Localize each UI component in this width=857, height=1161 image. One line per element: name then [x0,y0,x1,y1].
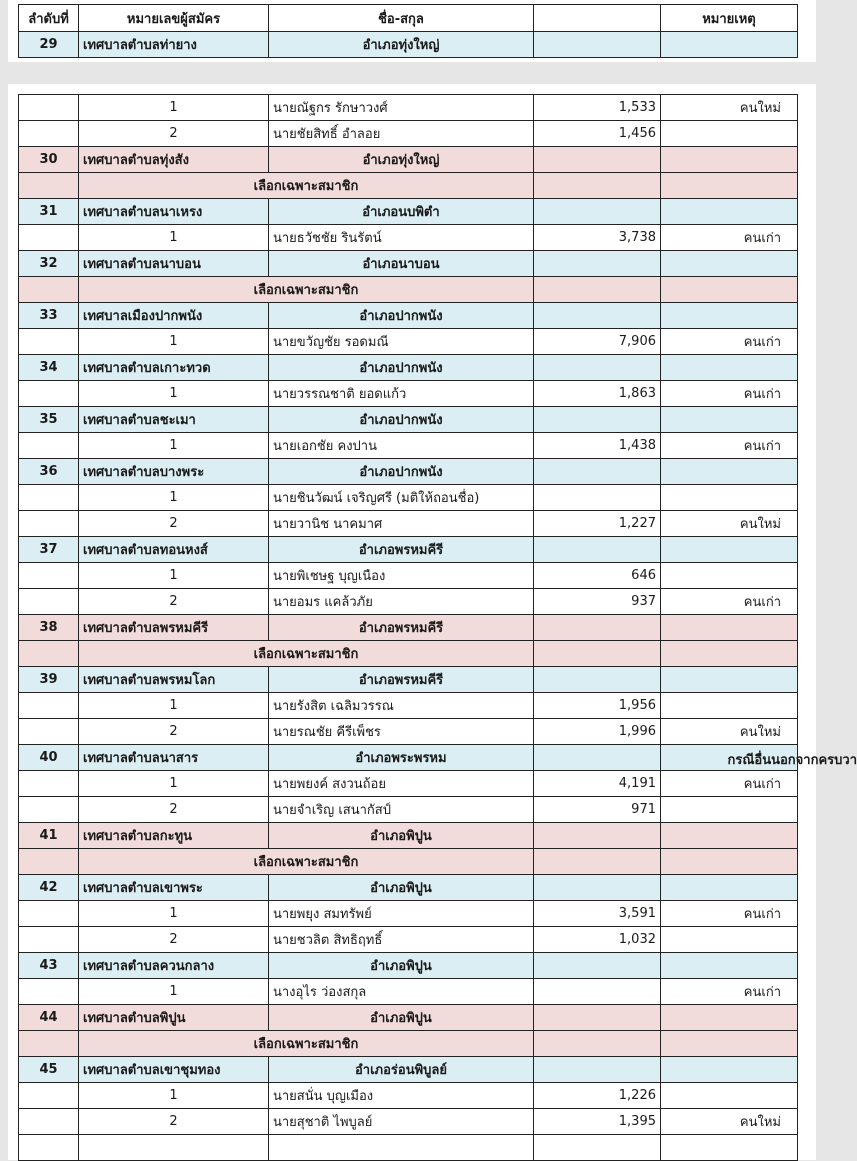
org-row [19,251,798,277]
district-name: อำเภอพิปูน [269,953,534,979]
empty-cell [19,277,79,303]
candidate-name: นายพยงค์ สงวนถ้อย [269,771,534,797]
results-sheet [8,84,816,1160]
empty-cell [534,459,661,485]
vote-count: 971 [534,797,661,823]
note: คนใหม่ [661,1109,798,1135]
empty-cell [19,95,79,121]
members-only-row [19,641,798,667]
candidate-name: นายวานิช นาคมาศ [269,511,534,537]
org-number: 45 [19,1057,79,1083]
candidate-number: 1 [79,979,269,1005]
empty-cell [534,641,661,667]
org-name: เทศบาลเมืองปากพนัง [79,303,269,329]
note [661,693,798,719]
empty-cell [534,251,661,277]
vote-count: 1,996 [534,719,661,745]
vote-count [534,485,661,511]
org-number: 30 [19,147,79,173]
candidate-row [19,563,798,589]
org-name: เทศบาลตำบลนาบอน [79,251,269,277]
candidate-number: 1 [79,485,269,511]
candidate-row [19,225,798,251]
org-number: 32 [19,251,79,277]
org-row [19,953,798,979]
vote-count: 1,438 [534,433,661,459]
candidate-name: นายอมร แคล้วภัย [269,589,534,615]
candidate-row [19,589,798,615]
empty-cell [19,589,79,615]
candidate-name: นายชวลิต สิทธิฤทธิ์ [269,927,534,953]
org-name: เทศบาลตำบลเกาะทวด [79,355,269,381]
empty-cell [19,1109,79,1135]
candidate-row [19,1109,798,1135]
org-number: 33 [19,303,79,329]
empty-cell [661,823,798,849]
candidate-name: นายพิเชษฐ บุญเนือง [269,563,534,589]
col-votes-header [534,5,661,32]
members-only-label: เลือกเฉพาะสมาชิก [79,277,534,303]
district-name: อำเภอปากพนัง [269,459,534,485]
candidate-name: นายจำเริญ เสนากัสป์ [269,797,534,823]
candidate-name: นายณัฐกร รักษาวงศ์ [269,95,534,121]
org-row [19,303,798,329]
org-name: เทศบาลตำบลควนกลาง [79,953,269,979]
candidate-row [19,771,798,797]
district-name: อำเภอทุ่งใหญ่ [269,32,534,58]
empty-cell [661,849,798,875]
district-name: อำเภอพรหมคีรี [269,667,534,693]
candidate-name: นายชัยสิทธิ์ อำลอย [269,121,534,147]
empty-cell [661,407,798,433]
candidate-row [19,95,798,121]
district-name: อำเภอพรหมคีรี [269,615,534,641]
org-row [19,667,798,693]
note [661,797,798,823]
empty-cell [19,121,79,147]
note [661,485,798,511]
empty-cell [534,199,661,225]
vote-count: 1,533 [534,95,661,121]
empty-cell [534,147,661,173]
candidate-row [19,719,798,745]
candidate-number: 1 [79,225,269,251]
org-row [19,147,798,173]
vote-count: 1,456 [534,121,661,147]
empty-cell [661,615,798,641]
empty-cell [534,32,661,58]
org-number: 42 [19,875,79,901]
candidate-row [19,433,798,459]
candidate-row [19,1135,798,1161]
org-number: 44 [19,1005,79,1031]
members-only-row [19,277,798,303]
candidate-number: 1 [79,771,269,797]
candidate-row [19,329,798,355]
header-table [18,4,798,58]
org-name: เทศบาลตำบลพรหมโลก [79,667,269,693]
district-name: อำเภอพิปูน [269,823,534,849]
empty-cell [19,901,79,927]
note: คนเก่า [661,979,798,1005]
candidate-number: 1 [79,901,269,927]
empty-cell [661,173,798,199]
empty-cell [661,875,798,901]
empty-cell [19,563,79,589]
district-name: อำเภอนาบอน [269,251,534,277]
empty-cell [534,823,661,849]
candidate-number: 1 [79,95,269,121]
note: คนเก่า [661,329,798,355]
empty-cell [19,719,79,745]
candidate-row [19,121,798,147]
org-name: เทศบาลตำบลบางพระ [79,459,269,485]
empty-cell [534,407,661,433]
note [661,745,798,771]
empty-cell [19,641,79,667]
empty-cell [661,1031,798,1057]
district-name: อำเภอพิปูน [269,875,534,901]
district-name: อำเภอปากพนัง [269,407,534,433]
empty-cell [19,329,79,355]
org-number: 34 [19,355,79,381]
org-row [19,745,798,771]
empty-cell [661,355,798,381]
top-org-row [19,32,798,58]
org-number: 29 [19,32,79,58]
org-name: เทศบาลตำบลชะเมา [79,407,269,433]
vote-count: 1,863 [534,381,661,407]
candidate-name [269,1135,534,1161]
org-name: เทศบาลตำบลพิปูน [79,1005,269,1031]
empty-cell [19,797,79,823]
vote-count: 1,227 [534,511,661,537]
empty-cell [534,745,661,771]
empty-cell [19,1135,79,1161]
note: คนเก่า [661,381,798,407]
candidate-row [19,381,798,407]
empty-cell [534,355,661,381]
org-number: 38 [19,615,79,641]
district-name: อำเภอนบพิตำ [269,199,534,225]
org-name: เทศบาลตำบลทุ่งสัง [79,147,269,173]
vote-count: 1,395 [534,1109,661,1135]
members-only-row [19,849,798,875]
empty-cell [534,173,661,199]
org-number: 40 [19,745,79,771]
empty-cell [661,667,798,693]
empty-cell [661,32,798,58]
empty-cell [661,537,798,563]
empty-cell [661,1057,798,1083]
candidate-number: 2 [79,927,269,953]
candidate-number: 2 [79,797,269,823]
header-sheet [8,0,816,62]
candidate-number: 1 [79,433,269,459]
empty-cell [19,1083,79,1109]
members-only-row [19,1031,798,1057]
org-name: เทศบาลตำบลทอนหงส์ [79,537,269,563]
candidate-number: 1 [79,563,269,589]
candidate-name: นายวรรณชาติ ยอดแก้ว [269,381,534,407]
candidate-name: นายพยุง สมทรัพย์ [269,901,534,927]
note [661,1083,798,1109]
org-row [19,1057,798,1083]
district-name: อำเภอพรหมคีรี [269,537,534,563]
empty-cell [19,927,79,953]
empty-cell [534,667,661,693]
empty-cell [661,1005,798,1031]
candidate-number: 1 [79,1083,269,1109]
empty-cell [534,1057,661,1083]
district-name: อำเภอร่อนพิบูลย์ [269,1057,534,1083]
empty-cell [19,225,79,251]
candidate-number: 1 [79,329,269,355]
empty-cell [19,771,79,797]
note: คนเก่า [661,225,798,251]
vote-count: 937 [534,589,661,615]
empty-cell [19,173,79,199]
col-name-header: ชื่อ-สกุล [269,5,534,32]
empty-cell [19,849,79,875]
note [661,927,798,953]
empty-cell [661,199,798,225]
vote-count: 7,906 [534,329,661,355]
vote-count [534,979,661,1005]
candidate-row [19,901,798,927]
candidate-row [19,1083,798,1109]
org-row [19,875,798,901]
org-number: 43 [19,953,79,979]
vote-count: 646 [534,563,661,589]
note: คนเก่า [661,901,798,927]
empty-cell [661,147,798,173]
empty-cell [661,303,798,329]
org-name: เทศบาลตำบลกะทูน [79,823,269,849]
candidate-name: นางอุไร ว่องสกุล [269,979,534,1005]
col-applicant-header: หมายเลขผู้สมัคร [79,5,269,32]
note: คนเก่า [661,589,798,615]
note [661,121,798,147]
candidate-row [19,979,798,1005]
vote-count: 1,956 [534,693,661,719]
note: คนใหม่ [661,719,798,745]
org-number: 41 [19,823,79,849]
org-row [19,355,798,381]
empty-cell [534,303,661,329]
vote-count: 3,738 [534,225,661,251]
note: คนใหม่ [661,95,798,121]
members-only-row [19,173,798,199]
note: คนเก่า [661,771,798,797]
org-row [19,199,798,225]
members-only-label: เลือกเฉพาะสมาชิก [79,1031,534,1057]
empty-cell [534,875,661,901]
org-name: เทศบาลตำบลนาเหรง [79,199,269,225]
org-row [19,823,798,849]
candidate-name: นายรณชัย คีรีเพ็ชร [269,719,534,745]
candidate-row [19,485,798,511]
empty-cell [661,641,798,667]
candidate-row [19,693,798,719]
candidate-number: 2 [79,719,269,745]
empty-cell [661,459,798,485]
header-row [19,5,798,32]
empty-cell [661,953,798,979]
empty-cell [19,511,79,537]
empty-cell [534,1031,661,1057]
candidate-name: นายชินวัฒน์ เจริญศรี (มติให้ถอนชื่อ) [269,485,534,511]
members-only-label: เลือกเฉพาะสมาชิก [79,641,534,667]
candidate-number: 2 [79,589,269,615]
candidate-number: 1 [79,693,269,719]
vote-count: 3,591 [534,901,661,927]
results-table [18,94,798,1161]
org-name: เทศบาลตำบลพรหมคีรี [79,615,269,641]
org-number: 31 [19,199,79,225]
candidate-name: นายรังสิต เฉลิมวรรณ [269,693,534,719]
candidate-name: นายสุชาติ ไพบูลย์ [269,1109,534,1135]
candidate-number: 2 [79,511,269,537]
empty-cell [661,277,798,303]
candidate-row [19,797,798,823]
note-text: กรณีอื่นนอกจากครบวา [728,749,857,770]
district-name: อำเภอปากพนัง [269,303,534,329]
org-row [19,407,798,433]
candidate-number: 2 [79,1109,269,1135]
vote-count [534,1135,661,1161]
org-number: 35 [19,407,79,433]
org-row [19,615,798,641]
district-name: อำเภอทุ่งใหญ่ [269,147,534,173]
members-only-label: เลือกเฉพาะสมาชิก [79,849,534,875]
district-name: อำเภอพระพรหม [269,745,534,771]
empty-cell [534,277,661,303]
vote-count: 4,191 [534,771,661,797]
vote-count: 1,032 [534,927,661,953]
empty-cell [534,849,661,875]
org-row [19,1005,798,1031]
empty-cell [19,433,79,459]
empty-cell [19,693,79,719]
org-row [19,537,798,563]
org-name: เทศบาลตำบลเขาชุมทอง [79,1057,269,1083]
org-number: 39 [19,667,79,693]
candidate-number: 2 [79,121,269,147]
empty-cell [534,1005,661,1031]
org-name: เทศบาลตำบลท่ายาง [79,32,269,58]
empty-cell [534,537,661,563]
note: คนเก่า [661,433,798,459]
org-name: เทศบาลตำบลเขาพระ [79,875,269,901]
candidate-name: นายสนั่น บุญเมือง [269,1083,534,1109]
candidate-name: นายขวัญชัย รอดมณี [269,329,534,355]
candidate-number [79,1135,269,1161]
org-row [19,459,798,485]
org-number: 37 [19,537,79,563]
candidate-name: นายธวัชชัย รินรัตน์ [269,225,534,251]
empty-cell [19,1031,79,1057]
note [661,1135,798,1161]
org-name: เทศบาลตำบลนาสาร [79,745,269,771]
empty-cell [19,979,79,1005]
members-only-label: เลือกเฉพาะสมาชิก [79,173,534,199]
org-number: 36 [19,459,79,485]
candidate-row [19,511,798,537]
empty-cell [534,953,661,979]
vote-count: 1,226 [534,1083,661,1109]
candidate-number: 1 [79,381,269,407]
district-name: อำเภอพิปูน [269,1005,534,1031]
empty-cell [19,485,79,511]
district-name: อำเภอปากพนัง [269,355,534,381]
empty-cell [661,251,798,277]
empty-cell [19,381,79,407]
note: คนใหม่ [661,511,798,537]
col-note-header: หมายเหตุ [661,5,798,32]
candidate-name: นายเอกชัย คงปาน [269,433,534,459]
candidate-row [19,927,798,953]
col-no-header: ลำดับที่ [19,5,79,32]
note [661,563,798,589]
empty-cell [534,615,661,641]
